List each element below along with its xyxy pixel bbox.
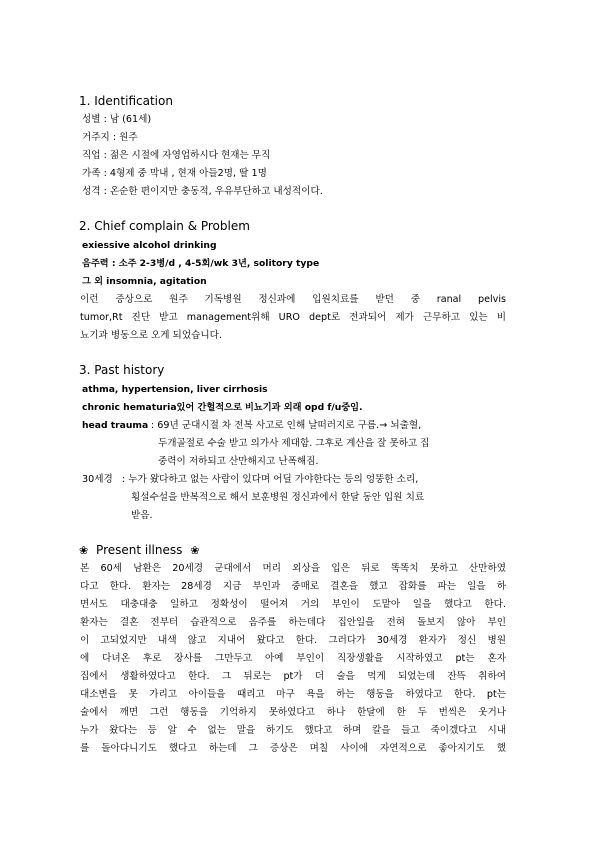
present-line-9: 술에서 깨면 그런 행동을 기억하지 못하였다고 하나 한달에 한 두 번씩은 웃거나 [80, 707, 506, 718]
section-title-identification: 1. Identification [79, 94, 173, 108]
flower-icon: ❀ [79, 544, 89, 557]
chief-para-line-2: tumor,Rt 진단 받고 management위해 URO dept로 전과되어 제가 근무하고 있는 비 [80, 312, 506, 323]
present-line-10: 누가 왔다는 등 알 수 없는 말을 하기도 했다고 하며 칼을 들고 죽이겠다고 시내 [80, 725, 506, 736]
section-title-chief-complain: 2. Chief complain & Problem [79, 219, 250, 233]
age30-line-1: : 누가 왔다하고 없는 사람이 있다며 어딜 가야한다는 등의 엉뚱한 소리, [122, 474, 419, 485]
chief-line-drinking-history: 음주력 : 소주 2-3병/d , 4-5회/wk 3년, solitory type [82, 258, 320, 269]
present-line-8: 대소변을 못 가리고 아이들을 때리고 마구 욕을 하는 행동을 하였다고 한다. pt는 [80, 689, 506, 700]
chief-para-line-3: 뇨기과 병동으로 오게 되었습니다. [80, 330, 222, 341]
present-line-7: 집에서 생활하였다고 한다. 그 뒤로는 pt가 더 술을 먹게 되었는데 잔뜩 취하여 [80, 671, 506, 682]
head-trauma-line-1: : 69년 군대시절 차 전복 사고로 인해 날떠러지로 구름.→ 뇌출혈, [151, 420, 422, 431]
id-line-residence: 거주지 : 원주 [82, 132, 138, 143]
present-line-2: 다고 한다. 환자는 28세경 지금 부인과 중매로 결혼을 했고 잡화를 파는 일을 하 [80, 581, 506, 592]
present-line-11: 를 돌아다니기도 했다고 하는데 그 증상은 며칠 사이에 자연적으로 좋아지기도 했 [80, 743, 506, 754]
id-line-sex: 성별 : 남 (61세) [82, 114, 152, 125]
chief-line-other: 그 외 insomnia, agitation [82, 276, 207, 287]
section-title-present-illness: Present illness [96, 543, 183, 557]
age30-line-3: 받음. [131, 510, 153, 521]
chief-para-line-1: 이런 증상으로 원주 기독병원 정신과에 입원치료를 받던 중 ranal pelvis [80, 294, 506, 305]
present-line-5: 이 고되었지만 내색 않고 지내어 왔다고 한다. 그러다가 30세경 환자가 정신 병원 [80, 635, 506, 646]
head-trauma-line-3: 중력이 저하되고 산만해지고 난폭해짐. [158, 456, 319, 467]
section-title-past-history: 3. Past history [79, 363, 165, 377]
age30-label: 30세경 [82, 474, 113, 485]
past-line-diseases: athma, hypertension, liver cirrhosis [82, 384, 268, 395]
present-illness-heading [79, 543, 199, 558]
age30-line-2: 횡설수설을 반복적으로 해서 보훈병원 정신과에서 한달 동안 입원 치료 [131, 492, 425, 503]
id-line-job: 직업 : 젊은 시절에 자영업하시다 현재는 무직 [82, 150, 271, 161]
flower-icon: ❀ [190, 544, 200, 557]
chief-line-alcohol: exiessive alcohol drinking [82, 240, 217, 251]
present-line-1: 본 60세 남환은 20세경 군대에서 머리 외상을 입은 뒤로 똑똑치 못하고 산만하였 [80, 563, 506, 574]
past-line-hematuria: chronic hematuria있어 간헐적으로 비뇨기과 외래 opd f/u중임. [82, 402, 363, 413]
present-line-4: 환자는 결혼 전부터 습관적으로 음주를 하는데다 집안일을 전혀 돌보지 않아 부인 [80, 617, 506, 628]
id-line-family: 가족 : 4형제 중 막내 , 현재 아들2명, 딸 1명 [82, 168, 267, 179]
id-line-personality: 성격 : 온순한 편이지만 충동적, 우유부단하고 내성적이다. [82, 186, 323, 197]
present-line-3: 면서도 대충대충 일하고 정확성이 떨어져 거의 부인이 도맡아 일을 했다고 한다. [80, 599, 506, 610]
head-trauma-label: head trauma [82, 420, 149, 431]
head-trauma-line-2: 두개골절로 수술 받고 의가사 제대함. 그후로 계산을 잘 못하고 집 [158, 438, 430, 449]
present-line-6: 에 다녀온 후로 장사를 그만두고 아예 부인이 직장생활을 시작하였고 pt는 혼자 [80, 653, 506, 664]
